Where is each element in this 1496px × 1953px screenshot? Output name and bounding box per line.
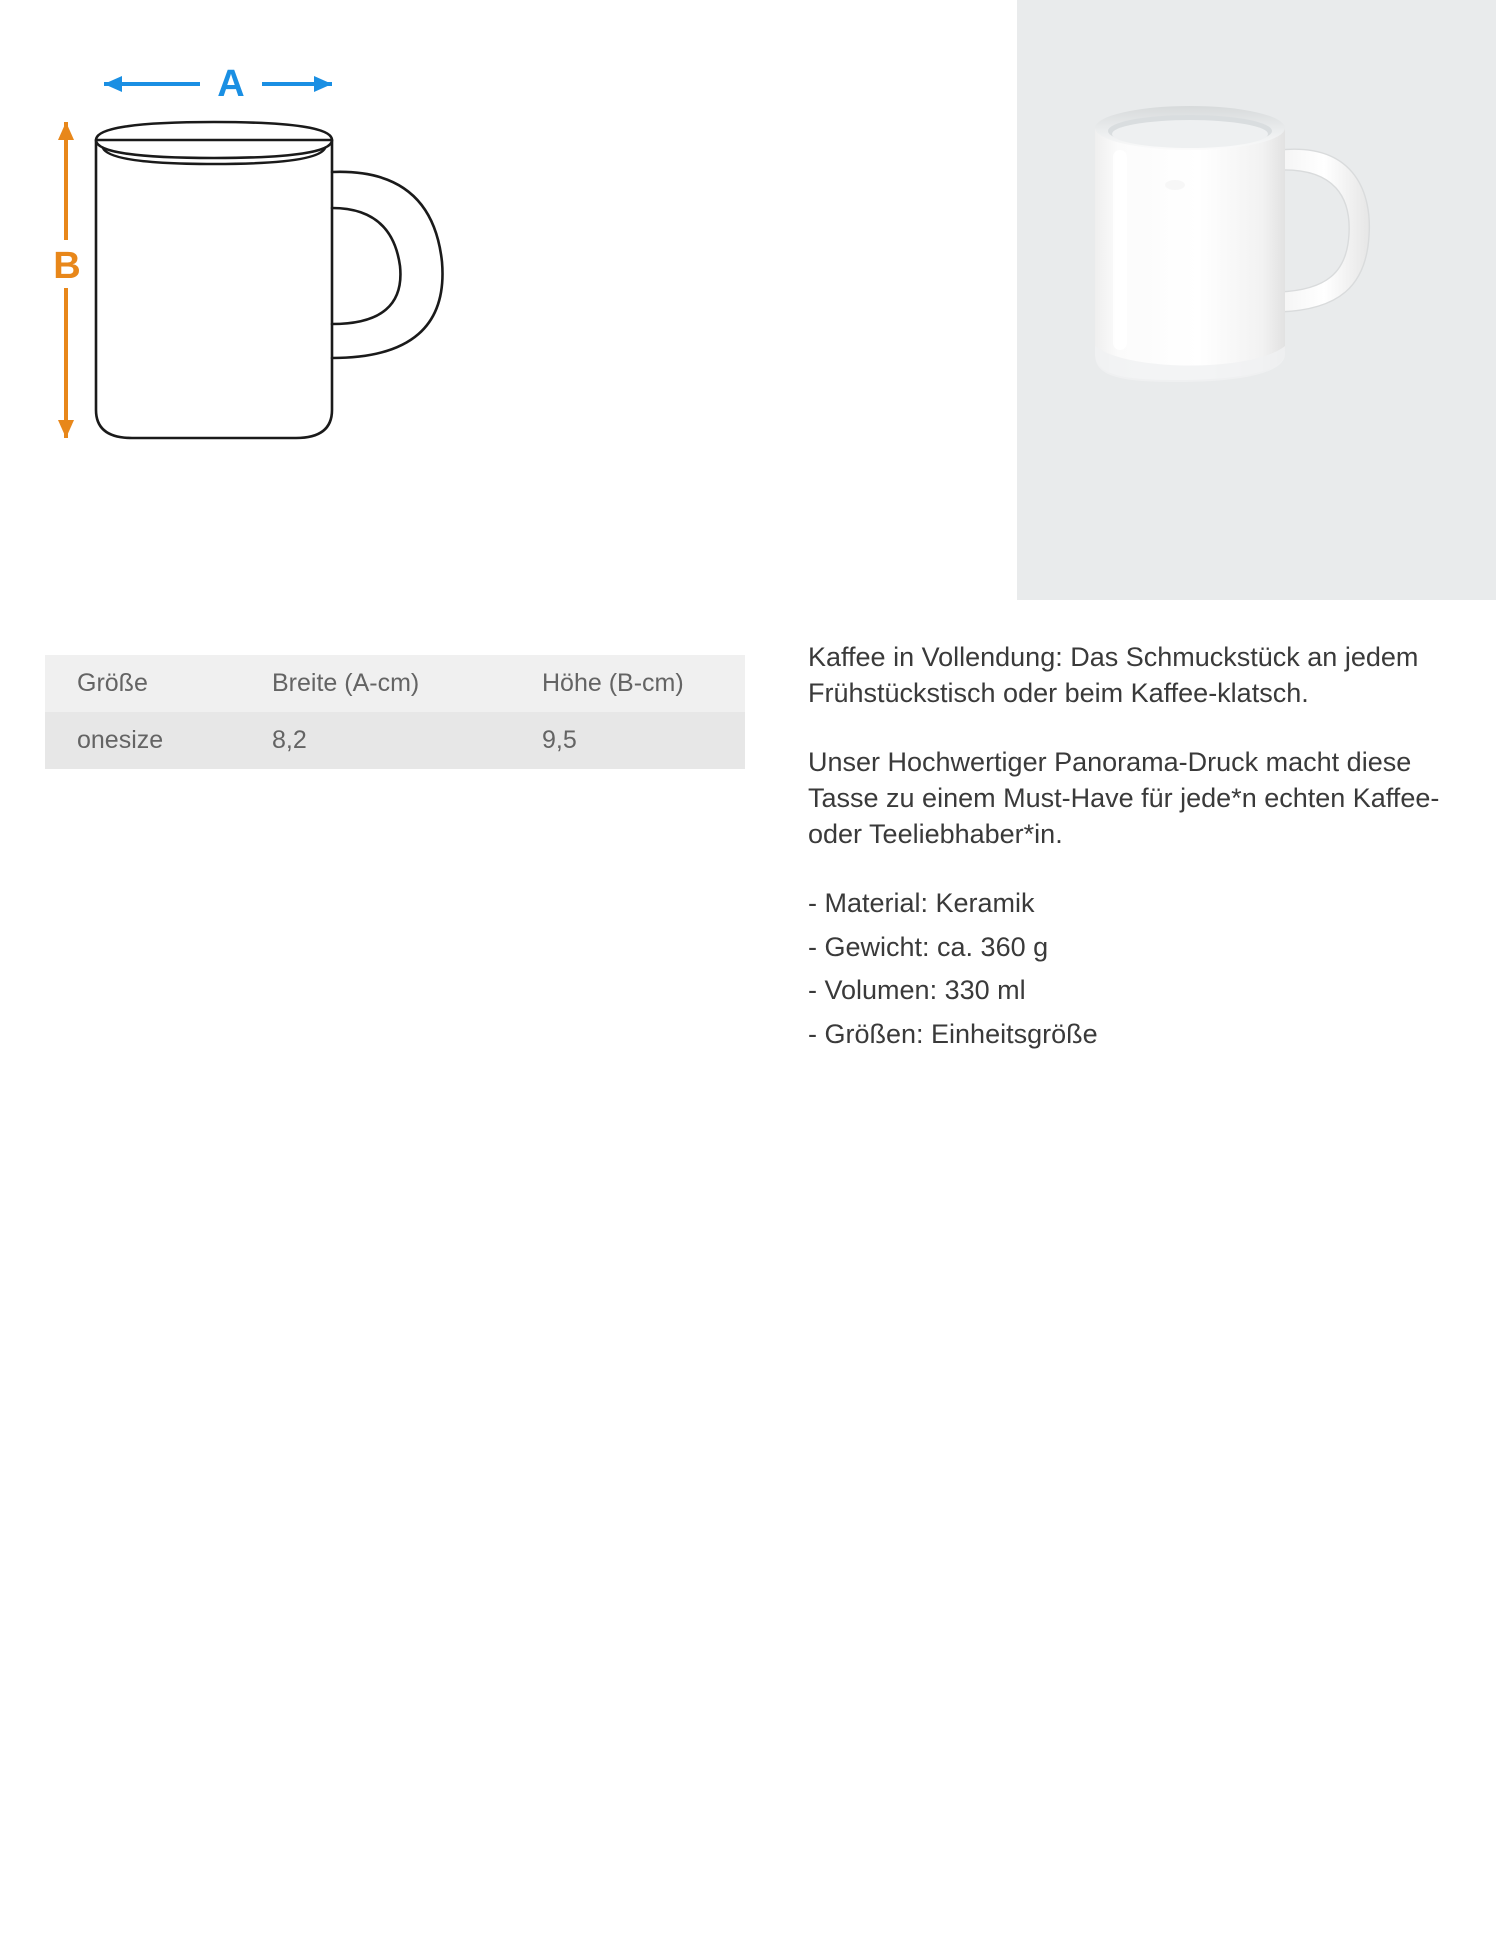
spec-sizes: - Größen: Einheitsgröße	[808, 1019, 1098, 1049]
size-table	[45, 655, 745, 769]
description-paragraph-2: Unser Hochwertiger Panorama-Druck macht diese Tasse zu einem Must-Have für jede*n echten Kaffee- oder Teeliebhaber*in.	[808, 747, 1440, 849]
description-paragraph-1: Kaffee in Vollendung: Das Schmuckstück an jedem Frühstückstisch oder beim Kaffee-klatsch.	[808, 642, 1419, 708]
height-label-b: B	[53, 245, 81, 287]
product-description	[808, 640, 1468, 1061]
cell-width: 8,2	[272, 726, 307, 754]
mug-body-shape	[1095, 106, 1285, 382]
height-arrow-b	[46, 122, 88, 438]
width-label-a: A	[217, 63, 245, 105]
product-media-area	[0, 0, 1496, 600]
column-header-width: Breite (A-cm)	[272, 669, 420, 697]
spec-weight: - Gewicht: ca. 360 g	[808, 931, 1049, 962]
spec-volume: - Volumen: 330 ml	[808, 975, 1026, 1006]
cell-height: 9,5	[542, 726, 577, 754]
table-row	[45, 712, 745, 769]
mug-product-photo	[1017, 0, 1496, 600]
spec-material: - Material: Keramik	[808, 888, 1035, 919]
mug-outline-icon	[96, 122, 443, 438]
column-header-size: Größe	[77, 669, 148, 697]
cell-size: onesize	[77, 726, 164, 754]
product-specs-list	[808, 886, 1468, 1053]
width-arrow-a	[104, 63, 332, 105]
column-header-height: Höhe (B-cm)	[542, 669, 684, 697]
table-header-row	[45, 655, 745, 712]
mug-dimension-diagram	[40, 40, 580, 470]
